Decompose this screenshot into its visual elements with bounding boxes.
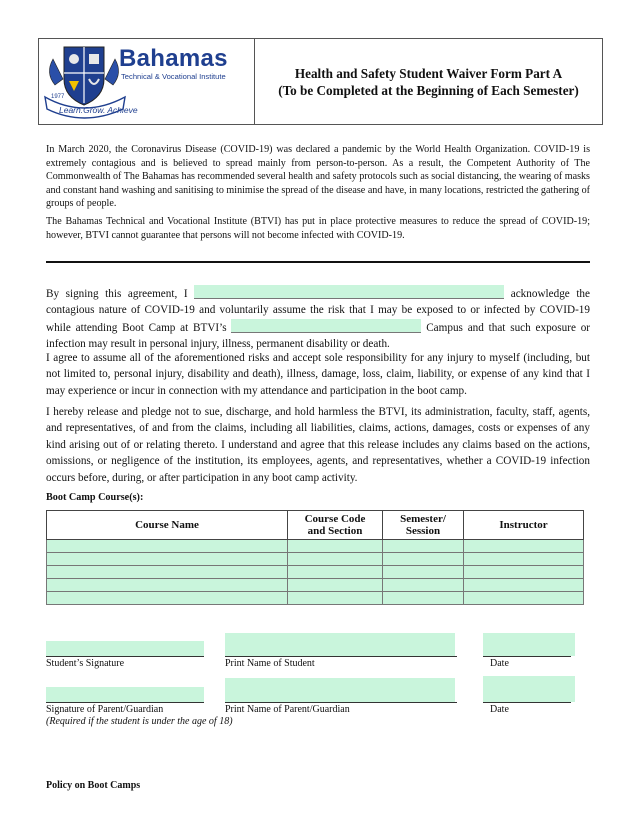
student-print-name-line bbox=[225, 656, 457, 657]
course-code-cell[interactable] bbox=[288, 592, 383, 605]
parent-signature-field[interactable] bbox=[46, 687, 204, 702]
student-signature-label: Student’s Signature bbox=[46, 658, 125, 669]
agreement-paragraph-1 bbox=[46, 285, 590, 353]
col-semester bbox=[383, 511, 464, 540]
title-line-2: (To be Completed at the Beginning of Each Semester) bbox=[278, 82, 579, 98]
age-requirement-note: (Required if the student is under the age of 18) bbox=[46, 716, 233, 727]
form-title bbox=[255, 39, 602, 124]
course-row bbox=[47, 553, 584, 566]
parent-print-name-field[interactable] bbox=[225, 678, 455, 702]
semester-cell[interactable] bbox=[383, 540, 464, 553]
logo-subtitle: Technical & Vocational Institute bbox=[121, 72, 226, 81]
course-name-cell[interactable] bbox=[47, 540, 288, 553]
instructor-cell[interactable] bbox=[464, 579, 584, 592]
parent-date-line bbox=[483, 702, 571, 703]
intro-paragraph-1: In March 2020, the Coronavirus Disease (COVID-19) was declared a pandemic by the World Health Organization. COVID-19 is extremely contagious and is believed to spread mainly from person-to-person. As a result, the Competent Authority of The Commonwealth of The Bahamas has recommended several health and safety protocols such as social distancing, the wearing of masks and constant hand washing and sanitising to minimise the spread of the disease and have, in many locations, restricted the gathering of groups of people. bbox=[46, 144, 590, 210]
instructor-cell[interactable] bbox=[464, 553, 584, 566]
col-course-code bbox=[288, 511, 383, 540]
courses-heading: Boot Camp Course(s): bbox=[46, 492, 144, 503]
course-row bbox=[47, 566, 584, 579]
course-code-cell[interactable] bbox=[288, 553, 383, 566]
intro-paragraph-2: The Bahamas Technical and Vocational Institute (BTVI) has put in place protective measures to reduce the spread of COVID-19; however, BTVI cannot guarantee that persons will not become infected with COVID-19. bbox=[46, 216, 590, 241]
title-line-1: Health and Safety Student Waiver Form Part A bbox=[294, 65, 563, 81]
parent-signature-label: Signature of Parent/Guardian bbox=[46, 704, 164, 715]
instructor-cell[interactable] bbox=[464, 566, 584, 579]
semester-cell[interactable] bbox=[383, 579, 464, 592]
courses-header-row bbox=[47, 511, 584, 540]
course-row bbox=[47, 540, 584, 553]
logo-year: 1977 bbox=[51, 94, 65, 100]
parent-date-field[interactable] bbox=[483, 676, 575, 702]
logo-motto: Learn.Grow. Achieve bbox=[59, 105, 138, 115]
semester-cell[interactable] bbox=[383, 566, 464, 579]
parent-date-label: Date bbox=[490, 704, 509, 715]
student-date-field[interactable] bbox=[483, 633, 575, 656]
course-code-cell[interactable] bbox=[288, 579, 383, 592]
course-name-cell[interactable] bbox=[47, 592, 288, 605]
col-semester-line-1: Semester/ bbox=[400, 512, 446, 525]
section-divider bbox=[46, 261, 590, 263]
agreement-text-3: Campus and that such exposure or infection may result in personal injury, illness, permanent disability or death. bbox=[46, 321, 591, 351]
student-signature-line bbox=[46, 656, 204, 657]
parent-print-name-line bbox=[225, 702, 457, 703]
agreement-text-1: By signing this agreement, I bbox=[46, 288, 188, 300]
agreement-text-2: acknowledge the contagious nature of COVID-19 and voluntarily assume the risk that I may be exposed to or infected by COVID-19 while attending Boot Camp at BTVI’s bbox=[46, 288, 590, 334]
col-instructor: Instructor bbox=[464, 511, 584, 540]
logo-name: Bahamas bbox=[119, 45, 228, 72]
courses-table bbox=[46, 510, 584, 605]
agreement-paragraph-3: I hereby release and pledge not to sue, discharge, and hold harmless the BTVI, its administration, faculty, staff, agents, and representatives, of and from the claims, including all liabilities, claims, actions, damages, costs or expenses of any kind arising out of or relating thereto. I understand and agree that this release includes any claims based on the actions, omissions, or negligence of the institution, its employees, agents, and representatives, whether a COVID-19 infection occurs before, during, or after participation in any boot camp activity. bbox=[46, 406, 590, 484]
course-code-cell[interactable] bbox=[288, 566, 383, 579]
course-row bbox=[47, 592, 584, 605]
student-print-name-label: Print Name of Student bbox=[225, 658, 315, 669]
course-name-cell[interactable] bbox=[47, 553, 288, 566]
student-name-field[interactable] bbox=[194, 285, 504, 299]
col-course-code-line-2: and Section bbox=[307, 525, 363, 537]
agreement-paragraph-2: I agree to assume all of the aforementioned risks and accept sole responsibility for any injury to myself (including, but not limited to, personal injury, disability and death), illness, damage, loss, claim, liability, or expense of any kind that I may experience or incur in connection with my attendance and participation in the boot camp. bbox=[46, 352, 590, 397]
header-box bbox=[38, 38, 603, 125]
policy-heading: Policy on Boot Camps bbox=[46, 780, 141, 791]
btvi-logo bbox=[39, 39, 254, 124]
parent-print-name-label: Print Name of Parent/Guardian bbox=[225, 704, 350, 715]
parent-signature-line bbox=[46, 702, 204, 703]
campus-field[interactable] bbox=[231, 319, 421, 333]
student-date-line bbox=[483, 656, 571, 657]
courses-body bbox=[47, 540, 584, 605]
course-name-cell[interactable] bbox=[47, 566, 288, 579]
student-print-name-field[interactable] bbox=[225, 633, 455, 656]
semester-cell[interactable] bbox=[383, 553, 464, 566]
course-code-cell[interactable] bbox=[288, 540, 383, 553]
student-signature-field[interactable] bbox=[46, 641, 204, 656]
instructor-cell[interactable] bbox=[464, 592, 584, 605]
course-name-cell[interactable] bbox=[47, 579, 288, 592]
semester-cell[interactable] bbox=[383, 592, 464, 605]
student-date-label: Date bbox=[490, 658, 509, 669]
col-course-code-line-1: Course Code bbox=[304, 512, 366, 525]
instructor-cell[interactable] bbox=[464, 540, 584, 553]
col-semester-line-2: Session bbox=[405, 525, 441, 537]
course-row bbox=[47, 579, 584, 592]
col-course-name: Course Name bbox=[47, 511, 288, 540]
